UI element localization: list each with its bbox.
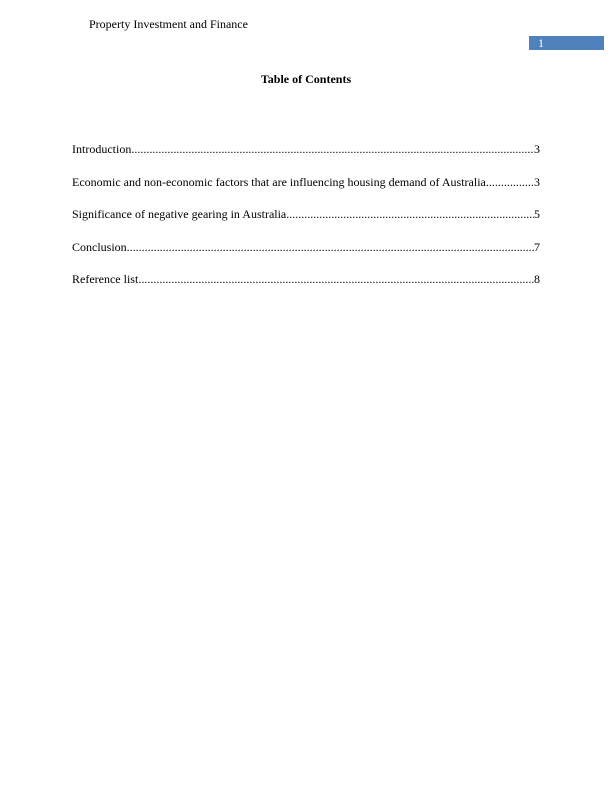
toc-entry-page: 5 — [534, 207, 540, 221]
toc-entry-title: Reference list — [72, 272, 139, 286]
toc-entry-conclusion[interactable] — [72, 239, 540, 255]
toc-heading: Table of Contents — [260, 72, 352, 86]
toc-dot-leader — [131, 141, 534, 157]
toc-entry-page: 7 — [534, 239, 540, 254]
toc-entry-introduction[interactable] — [72, 141, 540, 157]
page-number: 1 — [538, 36, 544, 50]
toc-dot-leader — [127, 239, 534, 255]
toc-entry-reference-list[interactable] — [72, 271, 540, 287]
page-number-badge — [529, 36, 604, 50]
toc-entry-housing-demand-factors[interactable] — [72, 174, 540, 190]
toc-entry-title: Conclusion — [72, 239, 127, 254]
toc-list — [72, 141, 540, 304]
toc-entry-negative-gearing[interactable] — [72, 206, 540, 222]
toc-entry-page: 8 — [534, 272, 540, 286]
toc-entry-title: Economic and non-economic factors that are influencing housing demand of Australia — [72, 174, 486, 189]
toc-dot-leader — [486, 174, 534, 190]
toc-dot-leader — [138, 271, 534, 287]
toc-entry-page: 3 — [534, 142, 540, 156]
toc-dot-leader — [286, 206, 534, 222]
running-header-title: Property Investment and Finance — [89, 17, 248, 31]
toc-entry-page: 3 — [534, 174, 540, 189]
toc-entry-title: Significance of negative gearing in Australia — [72, 207, 287, 221]
toc-entry-title: Introduction — [72, 142, 132, 156]
